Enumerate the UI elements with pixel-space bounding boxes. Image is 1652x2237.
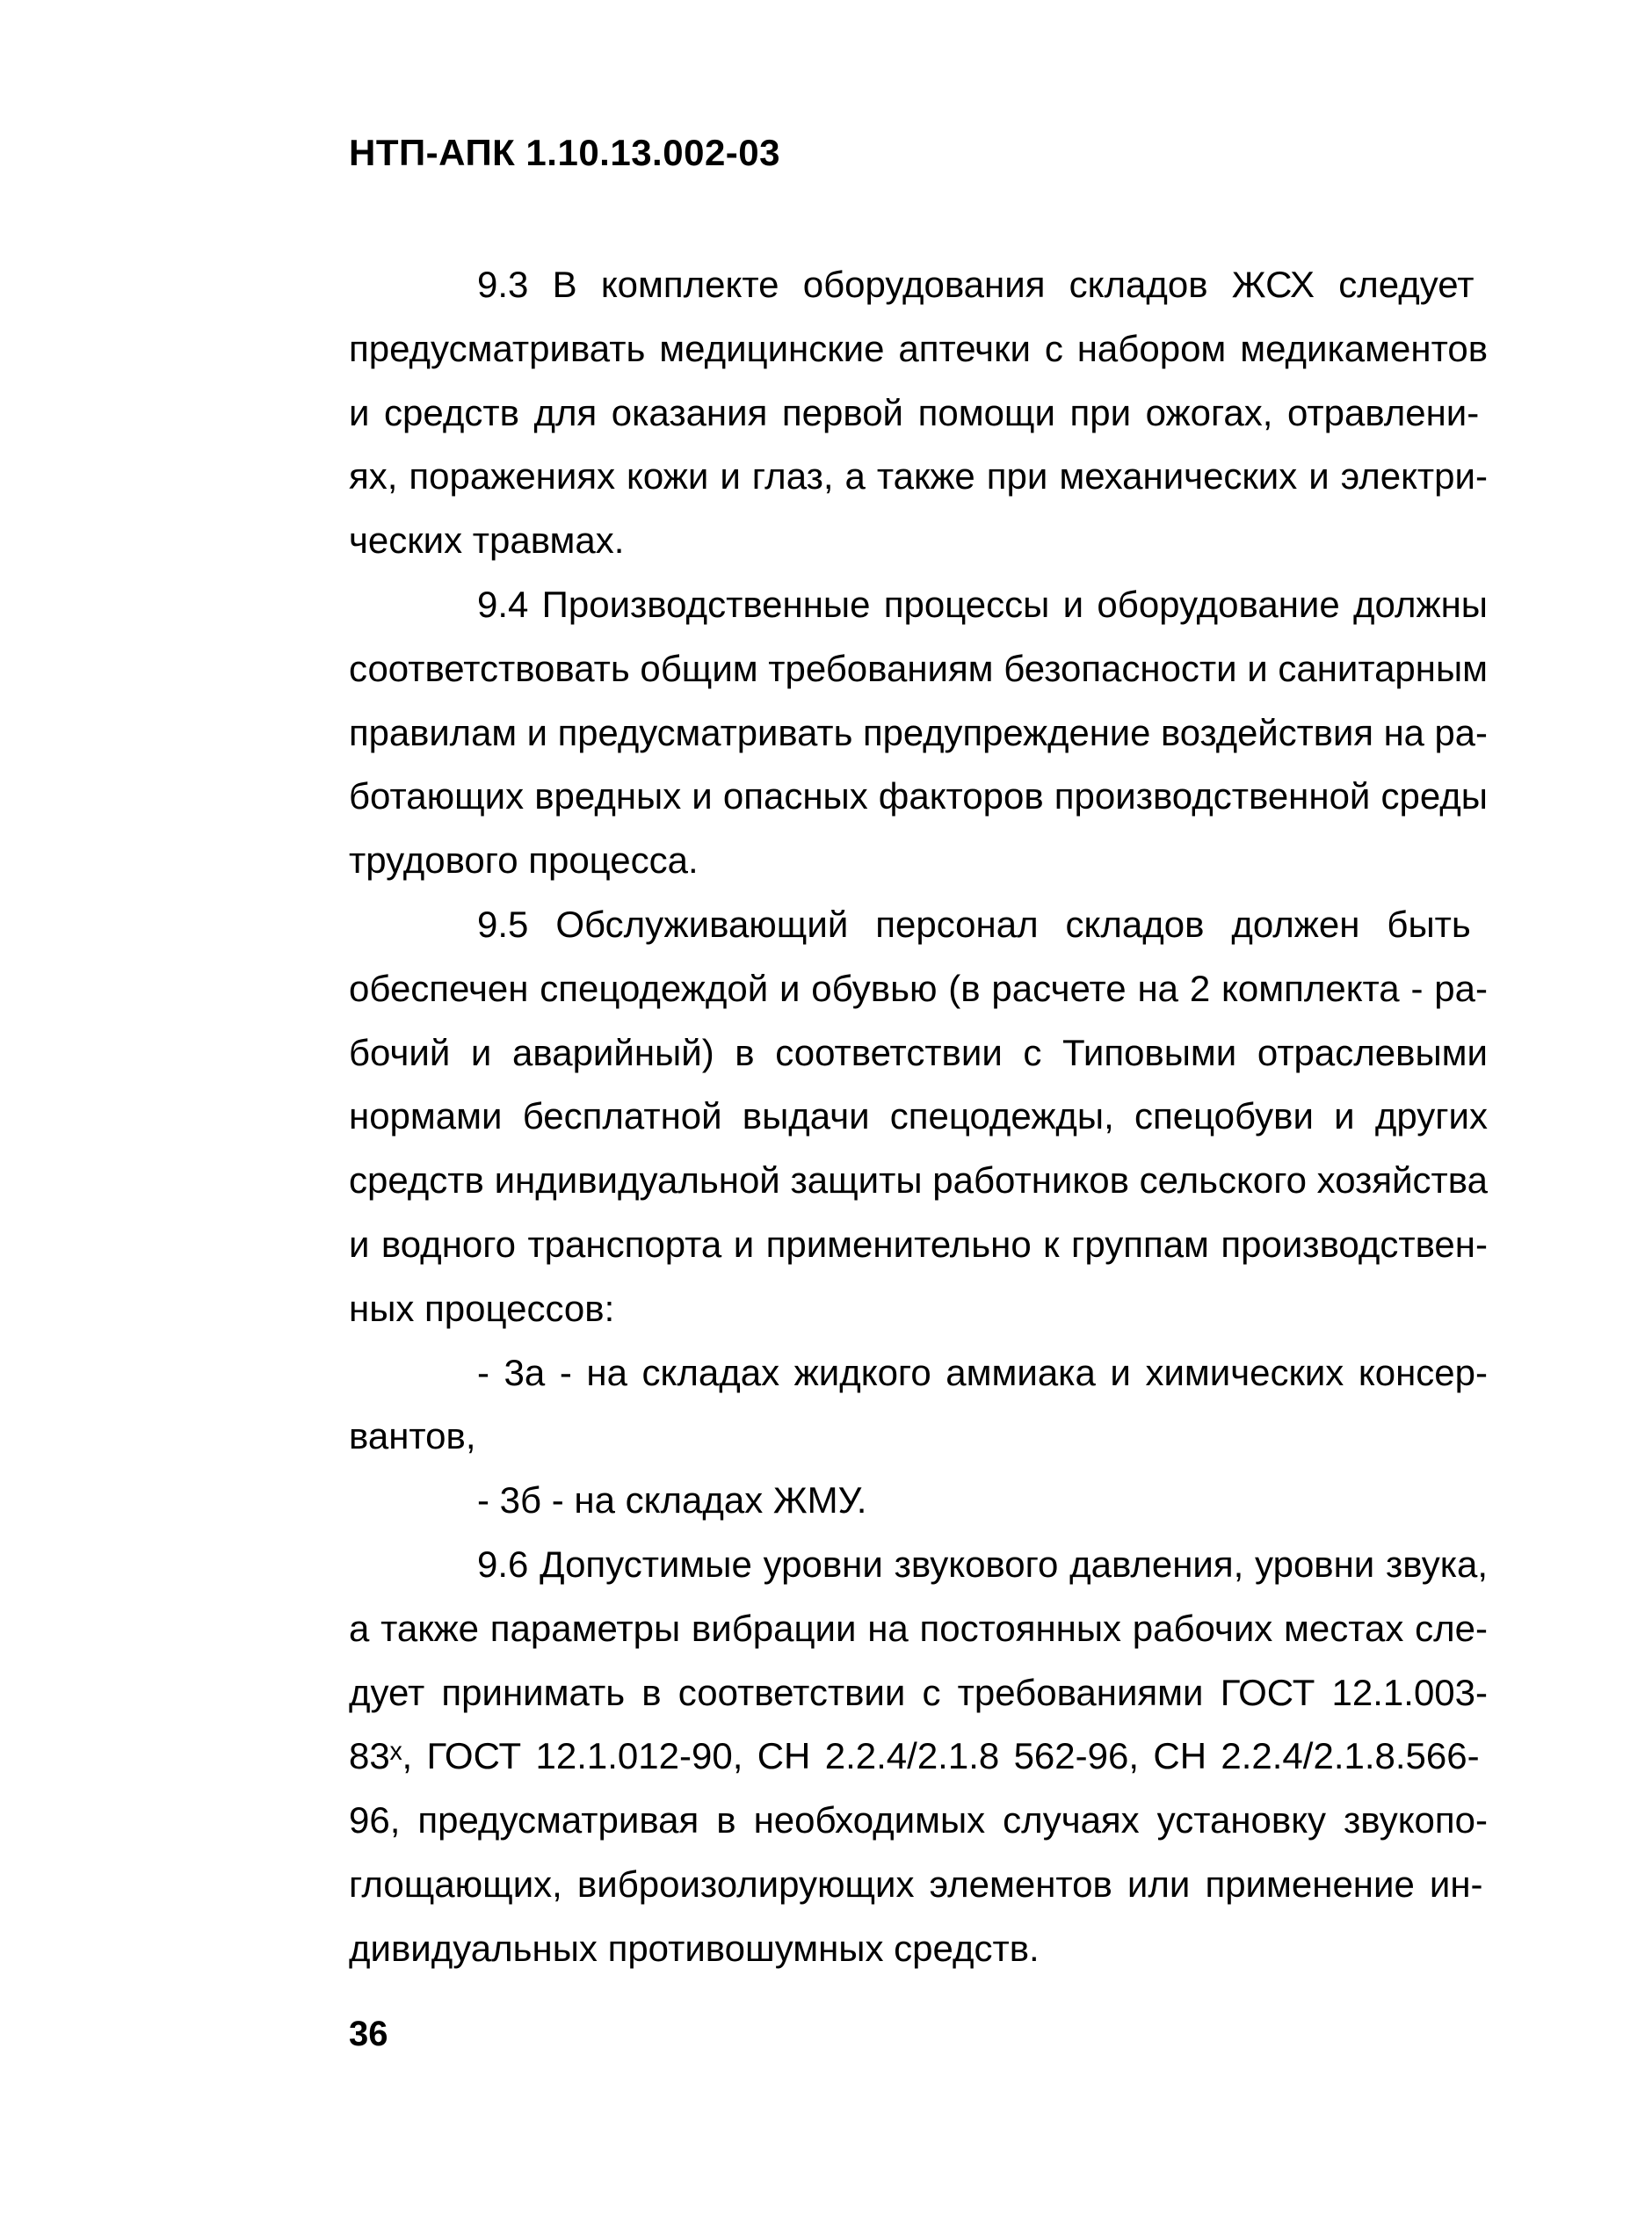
text-line: [477, 263, 1488, 307]
text-line-content: нормами бесплатной выдачи спецодежды, спецобуви и других: [349, 1095, 1489, 1137]
text-line-content: ях, поражениях кожи и глаз, а также при механических и электри-: [349, 455, 1488, 498]
document-header: НТП-АПК 1.10.13.002-03: [349, 132, 781, 173]
text-line: [349, 1927, 1488, 1971]
text-line-content: трудового процесса.: [349, 839, 699, 882]
text-line: [477, 1478, 1488, 1522]
text-line: [349, 774, 1488, 818]
text-line-content: 9.3 В комплекте оборудования складов ЖСХ следует: [477, 264, 1474, 305]
text-line: [349, 967, 1488, 1011]
text-line-content: обеспечен спецодеждой и обувью (в расчете на 2 комплекта - ра-: [349, 967, 1488, 1009]
text-line-content: дивидуальных противошумных средств.: [349, 1927, 1040, 1969]
text-line-content: 9.4 Производственные процессы и оборудование должны: [477, 584, 1488, 625]
text-line: [349, 647, 1488, 691]
text-line: [349, 1223, 1488, 1267]
text-line-content: 9.6 Допустимые уровни звукового давления, уровни звука,: [477, 1543, 1489, 1585]
text-line-content: а также параметры вибрации на постоянных рабочих местах сле-: [349, 1607, 1488, 1649]
page-number: 36: [349, 2015, 388, 2053]
text-line: [477, 1351, 1488, 1395]
text-line-content: ных процессов:: [349, 1287, 615, 1329]
text-line-content: правилам и предусматривать предупреждение воздействия на ра-: [349, 711, 1488, 753]
text-line: [349, 1158, 1488, 1202]
text-line-content: 83ˣ, ГОСТ 12.1.012-90, СН 2.2.4/2.1.8 562-96, СН 2.2.4/2.1.8.566-: [349, 1735, 1480, 1777]
text-line-content: ческих травмах.: [349, 519, 625, 562]
text-line-content: ботающих вредных и опасных факторов производственной среды: [349, 775, 1488, 817]
text-line: [349, 1607, 1488, 1651]
text-line-content: 9.5 Обслуживающий персонал складов должен быть: [477, 904, 1471, 945]
text-line: [349, 711, 1488, 755]
text-line: [349, 1734, 1488, 1778]
text-line-content: 96, предусматривая в необходимых случаях установку звукопо-: [349, 1799, 1488, 1841]
text-line: [349, 1798, 1488, 1842]
text-line-content: - 3а - на складах жидкого аммиака и химических консер-: [477, 1351, 1488, 1393]
text-line: [349, 1031, 1488, 1075]
text-line-content: средств индивидуальной защиты работников сельского хозяйства: [349, 1159, 1488, 1202]
text-line-content: предусматривать медицинские аптечки с набором медикаментов: [349, 327, 1489, 369]
text-line: [349, 1863, 1488, 1907]
text-line: [349, 1287, 1488, 1331]
text-line: [477, 903, 1488, 947]
text-line-content: соответствовать общим требованиям безопасности и санитарным: [349, 647, 1489, 689]
text-line: [349, 327, 1488, 371]
text-line: [349, 839, 1488, 882]
text-line-content: бочий и аварийный) в соответствии с Типовыми отраслевыми: [349, 1031, 1488, 1073]
text-line: [349, 1094, 1488, 1138]
text-line-content: глощающих, виброизолирующих элементов или применение ин-: [349, 1863, 1483, 1905]
text-line-content: и водного транспорта и применительно к группам производствен-: [349, 1224, 1488, 1265]
text-line: [349, 454, 1488, 498]
text-line-content: дует принимать в соответствии с требованиями ГОСТ 12.1.003-: [349, 1671, 1489, 1713]
text-line: [477, 583, 1488, 627]
text-line-content: вантов,: [349, 1415, 476, 1457]
text-line: [349, 519, 1488, 563]
text-line: [477, 1543, 1488, 1587]
text-line-content: - 3б - на складах ЖМУ.: [477, 1479, 867, 1522]
text-line-content: и средств для оказания первой помощи при ожогах, отравлени-: [349, 391, 1480, 433]
text-line: [349, 1414, 1488, 1458]
text-line: [349, 1671, 1488, 1715]
text-line: [349, 391, 1488, 435]
